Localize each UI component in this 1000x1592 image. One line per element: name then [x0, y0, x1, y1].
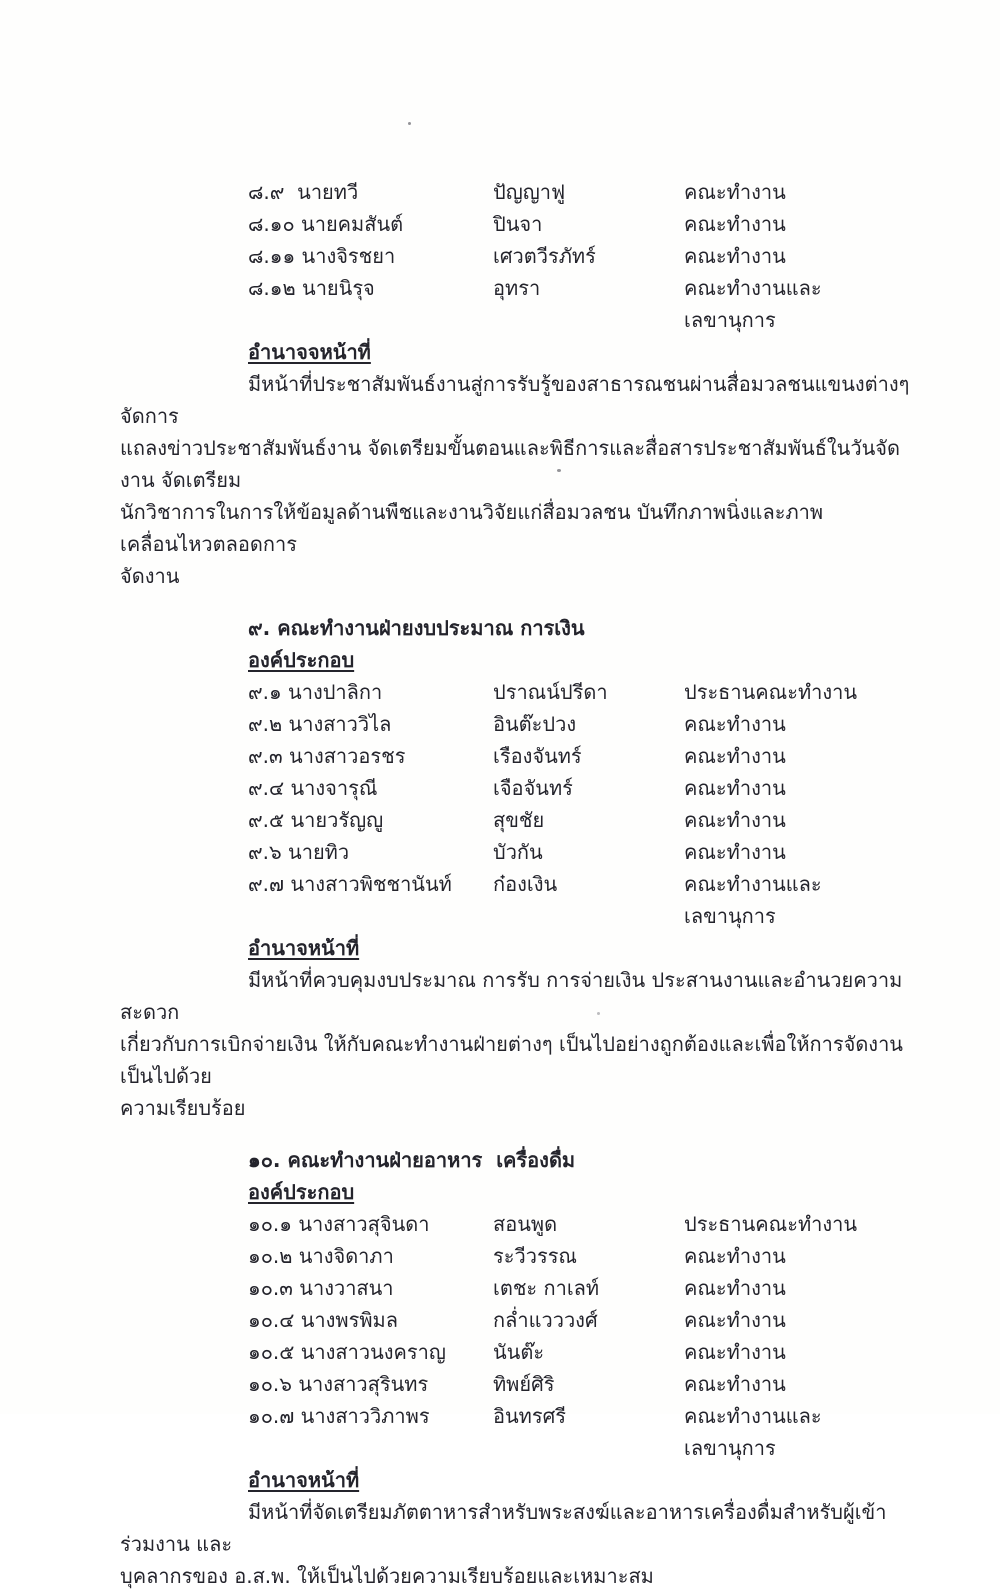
- member-surname: อุทรา: [493, 276, 541, 300]
- member-number-name: ๑๐.๓ นางวาสนา: [248, 1276, 394, 1300]
- member-surname: กล่ำแวววงศ์: [493, 1308, 598, 1332]
- member-surname: สุขชัย: [493, 808, 545, 832]
- member-number-name: ๘.๑๒ นายนิรุจ: [248, 276, 375, 300]
- member-row: [248, 836, 910, 868]
- component-heading: องค์ประกอบ: [248, 648, 355, 672]
- member-row: [248, 1304, 910, 1336]
- duties-heading: อำนาจจหน้าที่: [248, 340, 371, 364]
- component-heading: องค์ประกอบ: [248, 1180, 355, 1204]
- scan-artifact-dot: [597, 1012, 600, 1015]
- member-row: [248, 676, 910, 708]
- member-number-name: ๑๐.๑ นางสาวสุจินดา: [248, 1212, 430, 1236]
- member-number-name: ๘.๙ นายทวี: [248, 180, 359, 204]
- member-table-section-10: [120, 1208, 910, 1464]
- member-position: คณะทำงาน: [684, 1308, 786, 1332]
- member-row: [248, 1208, 910, 1240]
- duties-line: มีหน้าที่ประชาสัมพันธ์งานสู่การรับรู้ของสาธารณชนผ่านสื่อมวลชนแขนงต่างๆ จัดการ: [120, 372, 916, 428]
- member-row: [248, 1272, 910, 1304]
- member-position: คณะทำงานและเลขานุการ: [684, 1404, 822, 1460]
- member-row: [248, 1400, 910, 1464]
- member-row: [248, 1240, 910, 1272]
- section-title: ๑๐. คณะทำงานฝ่ายอาหาร เครื่องดื่ม: [248, 1148, 576, 1172]
- member-position: คณะทำงานและเลขานุการ: [684, 276, 822, 332]
- member-position: คณะทำงาน: [684, 776, 786, 800]
- member-surname: นันต๊ะ: [493, 1340, 545, 1364]
- duties-line: บุคลากรของ อ.ส.พ. ให้เป็นไปด้วยความเรียบร้อยและเหมาะสม: [120, 1564, 654, 1588]
- member-surname: สอนพูด: [493, 1212, 558, 1236]
- member-surname: ปัญญาฟู: [493, 180, 566, 204]
- duties-heading: อำนาจหน้าที่: [248, 1468, 360, 1492]
- member-row: [248, 868, 910, 932]
- member-surname: ก๋องเงิน: [493, 872, 558, 896]
- member-number-name: ๑๐.๒ นางจิดาภา: [248, 1244, 394, 1268]
- duties-line: แถลงข่าวประชาสัมพันธ์งาน จัดเตรียมขั้นตอนและพิธีการและสื่อสารประชาสัมพันธ์ในวันจัดงาน จัดเตรียม: [120, 436, 900, 492]
- member-number-name: ๙.๑ นางปาลิกา: [248, 680, 383, 704]
- section-10-food-beverage: [120, 1144, 910, 1592]
- section-8-continued: [120, 176, 916, 592]
- member-number-name: ๘.๑๑ นางจิรชยา: [248, 244, 396, 268]
- member-row: [248, 772, 910, 804]
- member-surname: ทิพย์ศิริ: [493, 1372, 555, 1396]
- scan-artifact-dot: [557, 469, 561, 472]
- member-row: [248, 240, 910, 272]
- member-surname: เศวตวีรภัทร์: [493, 244, 596, 268]
- member-row: [248, 208, 910, 240]
- member-row: [248, 708, 910, 740]
- section-9-budget-finance: [120, 612, 910, 1124]
- member-row: [248, 1336, 910, 1368]
- member-surname: ปราณน์ปรีดา: [493, 680, 608, 704]
- member-row: [248, 1368, 910, 1400]
- member-number-name: ๙.๒ นางสาววิไล: [248, 712, 392, 736]
- member-surname: เจือจันทร์: [493, 776, 573, 800]
- member-number-name: ๙.๓ นางสาวอรชร: [248, 744, 406, 768]
- member-position: คณะทำงาน: [684, 744, 786, 768]
- member-position: คณะทำงาน: [684, 1276, 786, 1300]
- duties-line: มีหน้าที่ควบคุมงบประมาณ การรับ การจ่ายเงิน ประสานงานและอำนวยความสะดวก: [120, 968, 903, 1024]
- member-position: คณะทำงาน: [684, 808, 786, 832]
- member-table-section-9: [120, 676, 910, 932]
- duties-line: ความเรียบร้อย: [120, 1096, 246, 1120]
- duties-line: เกี่ยวกับการเบิกจ่ายเงิน ให้กับคณะทำงานฝ่ายต่างๆ เป็นไปอย่างถูกต้องและเพื่อให้การจัดงานเป็นไปด้วย: [120, 1032, 903, 1088]
- scan-artifact-dot: [408, 122, 411, 125]
- member-position: คณะทำงานและเลขานุการ: [684, 872, 822, 928]
- member-number-name: ๙.๗ นางสาวพิชชานันท์: [248, 872, 452, 896]
- member-surname: อินทรศรี: [493, 1404, 567, 1428]
- member-number-name: ๘.๑๐ นายคมสันต์: [248, 212, 404, 236]
- duties-line: นักวิชาการในการให้ข้อมูลด้านพืชและงานวิจัยแก่สื่อมวลชน บันทึกภาพนิ่งและภาพเคลื่อนไหวตลอดการ: [120, 500, 824, 556]
- section-title: ๙. คณะทำงานฝ่ายงบประมาณ การเงิน: [248, 616, 585, 640]
- member-position: คณะทำงาน: [684, 840, 786, 864]
- member-position: คณะทำงาน: [684, 244, 786, 268]
- member-table-section-8: [120, 176, 910, 336]
- member-surname: เตชะ กาเลท์: [493, 1276, 600, 1300]
- member-position: คณะทำงาน: [684, 1244, 786, 1268]
- member-surname: อินต๊ะปวง: [493, 712, 577, 736]
- member-number-name: ๑๐.๕ นางสาวนงคราญ: [248, 1340, 446, 1364]
- member-position: คณะทำงาน: [684, 712, 786, 736]
- member-surname: ปินจา: [493, 212, 543, 236]
- member-position: ประธานคณะทำงาน: [684, 680, 858, 704]
- member-row: [248, 272, 910, 336]
- member-number-name: ๑๐.๗ นางสาววิภาพร: [248, 1404, 430, 1428]
- duties-line: จัดงาน: [120, 564, 180, 588]
- member-number-name: ๙.๖ นายทิว: [248, 840, 350, 864]
- member-position: ประธานคณะทำงาน: [684, 1212, 858, 1236]
- member-surname: ระวีวรรณ: [493, 1244, 577, 1268]
- member-number-name: ๙.๕ นายวรัญญู: [248, 808, 384, 832]
- duties-heading: อำนาจหน้าที่: [248, 936, 360, 960]
- member-number-name: ๑๐.๖ นางสาวสุรินทร: [248, 1372, 429, 1396]
- member-position: คณะทำงาน: [684, 1372, 786, 1396]
- member-number-name: ๑๐.๔ นางพรพิมล: [248, 1308, 398, 1332]
- member-number-name: ๙.๔ นางจารุณี: [248, 776, 378, 800]
- member-surname: เรืองจันทร์: [493, 744, 582, 768]
- duties-line: มีหน้าที่จัดเตรียมภัตตาหารสำหรับพระสงฆ์และอาหารเครื่องดื่มสำหรับผู้เข้าร่วมงาน และ: [120, 1500, 887, 1556]
- member-position: คณะทำงาน: [684, 1340, 786, 1364]
- member-surname: บัวกัน: [493, 840, 543, 864]
- member-position: คณะทำงาน: [684, 180, 786, 204]
- member-row: [248, 804, 910, 836]
- member-position: คณะทำงาน: [684, 212, 786, 236]
- member-row: [248, 740, 910, 772]
- member-row: [248, 176, 910, 208]
